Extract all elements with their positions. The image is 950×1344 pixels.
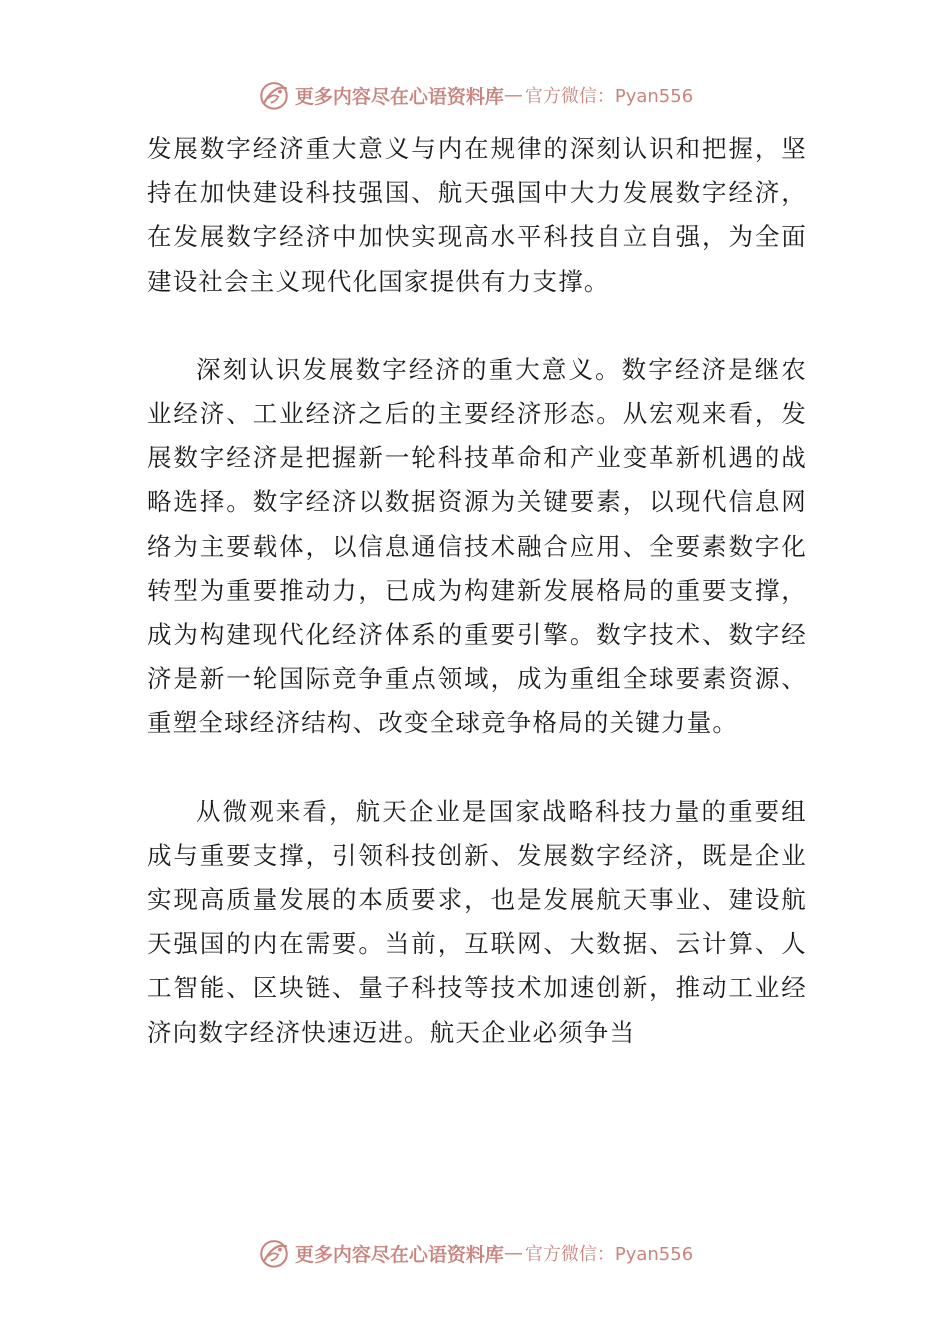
- paragraph-gap: [147, 304, 807, 348]
- watermark-wechat-text: 官方微信：Pyan556: [524, 1244, 694, 1265]
- paragraph-2: 深刻认识发展数字经济的重大意义。数字经济是继农业经济、工业经济之后的主要经济形态。从宏观来看，发展数字经济是把握新一轮科技革命和产业变革新机遇的战略选择。数字经济以数据资源为关键要素，以现代信息网络为主要载体，以信息通信技术融合应用、全要素数字化转型为重要推动力，已成为构建新发展格局的重要支撑，成为构建现代化经济体系的重要引擎。数字技术、数字经济是新一轮国际竞争重点领域，成为重组全球要素资源、重塑全球经济结构、改变全球竞争格局的关键力量。: [147, 354, 807, 738]
- watermark-wechat-text: 官方微信：Pyan556: [524, 86, 694, 107]
- watermark-main-text: 更多内容尽在心语资料库: [294, 1243, 504, 1266]
- paragraph-1: 发展数字经济重大意义与内在规律的深刻认识和把握，坚持在加快建设科技强国、航天强国中大力发展数字经济，在发展数字经济中加快实现高水平科技自立自强，为全面建设社会主义现代化国家提供有力支撑。: [147, 134, 807, 296]
- paragraph-gap: [147, 746, 807, 790]
- document-body: [147, 127, 807, 1055]
- watermark-main-text: 更多内容尽在心语资料库: [294, 85, 504, 108]
- paragraph-3: 从微观来看，航天企业是国家战略科技力量的重要组成与重要支撑，引领科技创新、发展数字经济，既是企业实现高质量发展的本质要求，也是发展航天事业、建设航天强国的内在需要。当前，互联网、大数据、云计算、人工智能、区块链、量子科技等技术加速创新，推动工业经济向数字经济快速迈进。航天企业必须争当: [147, 796, 807, 1047]
- watermark-dash: —: [503, 1242, 523, 1264]
- brand-logo-icon: [257, 1236, 291, 1270]
- footer-watermark: [0, 1233, 950, 1273]
- brand-logo-icon: [257, 78, 291, 112]
- header-watermark: [0, 75, 950, 115]
- watermark-dash: —: [503, 84, 523, 106]
